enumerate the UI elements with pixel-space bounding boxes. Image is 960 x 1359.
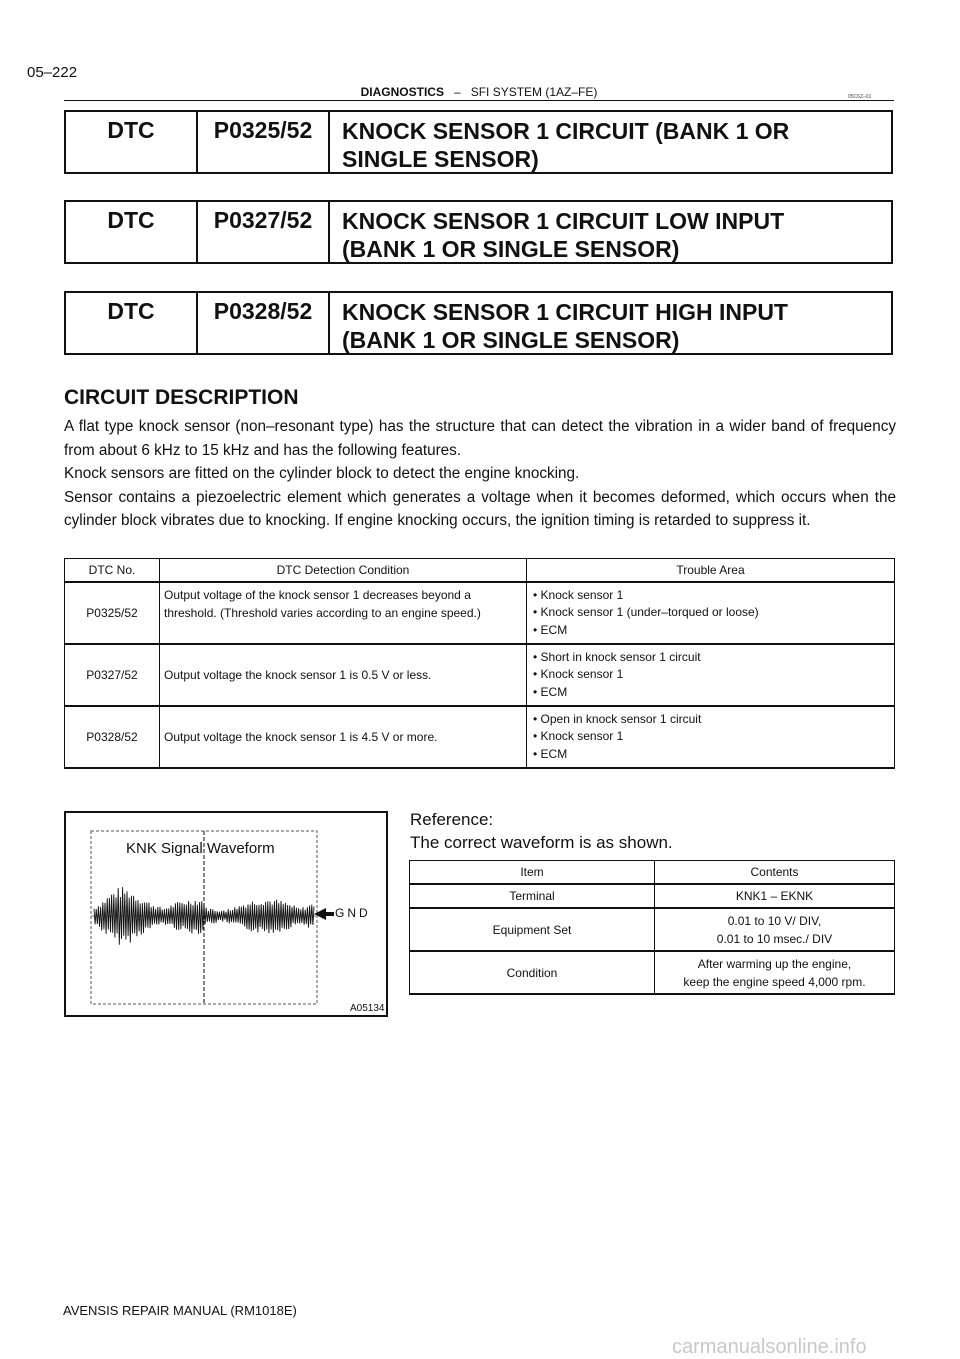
trouble-item: • Knock sensor 1 xyxy=(533,667,624,682)
table-row xyxy=(410,908,895,951)
header-subsection: SFI SYSTEM (1AZ–FE) xyxy=(470,85,598,99)
dtc-header-box xyxy=(64,200,893,264)
item-cell: Equipment Set xyxy=(410,908,655,951)
table-row xyxy=(410,951,895,994)
column-header: Item xyxy=(410,861,655,885)
column-header: DTC Detection Condition xyxy=(160,559,527,583)
contents-cell xyxy=(655,908,895,951)
table-header-row xyxy=(410,861,895,885)
gnd-arrow-icon xyxy=(314,908,334,920)
figure-code: A05134 xyxy=(350,1003,385,1014)
dtc-title-line: SINGLE SENSOR) xyxy=(342,146,539,172)
trouble-item: • Short in knock sensor 1 circuit xyxy=(533,649,701,664)
dtc-table xyxy=(64,558,895,769)
item-cell: Condition xyxy=(410,951,655,994)
dtc-code: P0325/52 xyxy=(198,112,330,172)
contents-line: KNK1 – EKNK xyxy=(735,889,814,903)
trouble-item: • Knock sensor 1 (under–torqued or loose) xyxy=(533,605,759,620)
table-header-row xyxy=(65,559,895,583)
table-row xyxy=(65,706,895,768)
column-header: Contents xyxy=(655,861,895,885)
trouble-item: • ECM xyxy=(533,622,568,637)
reference-heading: Reference: xyxy=(410,810,494,829)
figure-label: KNK Signal Waveform xyxy=(126,840,275,857)
detection-condition: Output voltage the knock sensor 1 is 0.5 V or less. xyxy=(160,644,527,706)
dtc-title-line: KNOCK SENSOR 1 CIRCUIT HIGH INPUT xyxy=(342,299,788,325)
dtc-label: DTC xyxy=(66,202,198,262)
header-rule xyxy=(64,100,894,101)
paragraph: Sensor contains a piezoelectric element which generates a voltage when it becomes deformed, which occurs when the cylinder block vibrates due to knocking. If engine knocking occurs, the ignition timing is retarded to suppress it. xyxy=(64,488,896,529)
detection-condition: Output voltage of the knock sensor 1 decreases beyond a threshold. (Threshold varies according to an engine speed.) xyxy=(160,582,527,644)
gnd-label: GND xyxy=(335,906,371,920)
dtc-title xyxy=(330,293,891,353)
dtc-number: P0325/52 xyxy=(65,582,160,644)
doc-code: 05C6Z–01 xyxy=(848,94,872,100)
dtc-label: DTC xyxy=(66,293,198,353)
trouble-item: • Knock sensor 1 xyxy=(533,729,624,744)
column-header: DTC No. xyxy=(65,559,160,583)
paragraph: Knock sensors are fitted on the cylinder block to detect the engine knocking. xyxy=(64,465,580,482)
dtc-title-line: KNOCK SENSOR 1 CIRCUIT (BANK 1 OR xyxy=(342,118,790,144)
trouble-area xyxy=(527,706,895,768)
column-header: Trouble Area xyxy=(527,559,895,583)
watermark: carmanualsonline.info xyxy=(672,1336,867,1358)
running-header xyxy=(64,85,894,99)
trouble-area xyxy=(527,582,895,644)
paragraph: A flat type knock sensor (non–resonant type) has the structure that can detect the vibration in a wider band of frequency from about 6 kHz to 15 kHz and has the following features. xyxy=(64,418,896,459)
contents-line: 0.01 to 10 V/ DIV, xyxy=(727,913,822,928)
trouble-item: • Open in knock sensor 1 circuit xyxy=(533,711,702,726)
dtc-number: P0327/52 xyxy=(65,644,160,706)
trouble-area xyxy=(527,644,895,706)
dtc-title-line: (BANK 1 OR SINGLE SENSOR) xyxy=(342,327,680,353)
detection-condition: Output voltage the knock sensor 1 is 4.5 V or more. xyxy=(160,706,527,768)
header-separator: – xyxy=(453,85,461,99)
table-row xyxy=(65,644,895,706)
contents-cell xyxy=(655,951,895,994)
dtc-header-box xyxy=(64,110,893,174)
trouble-item: • ECM xyxy=(533,684,568,699)
dtc-header-box xyxy=(64,291,893,355)
dtc-code: P0327/52 xyxy=(198,202,330,262)
reference-table xyxy=(409,860,895,995)
footer: AVENSIS REPAIR MANUAL (RM1018E) xyxy=(63,1303,297,1318)
section-title: CIRCUIT DESCRIPTION xyxy=(64,386,299,409)
header-section: DIAGNOSTICS xyxy=(360,85,444,99)
contents-line: 0.01 to 10 msec./ DIV xyxy=(716,931,833,946)
dtc-label: DTC xyxy=(66,112,198,172)
contents-cell xyxy=(655,884,895,908)
dtc-title-line: (BANK 1 OR SINGLE SENSOR) xyxy=(342,236,680,262)
dtc-code: P0328/52 xyxy=(198,293,330,353)
item-cell: Terminal xyxy=(410,884,655,908)
page-number: 05–222 xyxy=(27,64,78,81)
contents-line: After warming up the engine, xyxy=(697,956,852,971)
reference-text: The correct waveform is as shown. xyxy=(410,833,673,852)
dtc-title xyxy=(330,112,891,172)
dtc-title-line: KNOCK SENSOR 1 CIRCUIT LOW INPUT xyxy=(342,208,785,234)
circuit-description xyxy=(64,415,896,533)
table-row xyxy=(410,884,895,908)
contents-line: keep the engine speed 4,000 rpm. xyxy=(683,974,866,989)
dtc-title xyxy=(330,202,891,262)
table-row xyxy=(65,582,895,644)
dtc-number: P0328/52 xyxy=(65,706,160,768)
trouble-item: • ECM xyxy=(533,746,568,761)
trouble-item: • Knock sensor 1 xyxy=(533,587,624,602)
